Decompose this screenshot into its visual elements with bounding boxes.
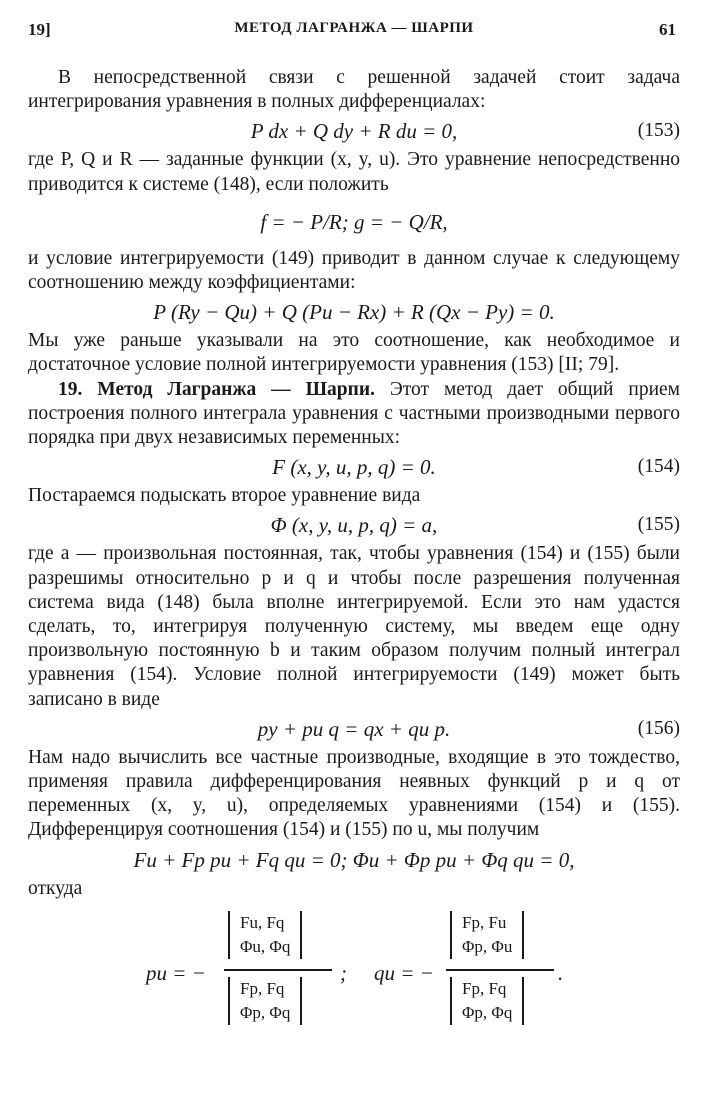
paragraph-8: Нам надо вычислить все частные производные, входящие в это тождество, применяя правила дифференцирования неявных функций p и q от переменных (x, y, u), определяемых уравнениями (154) и (155). Дифференцируя соотношения (154) и (155) по u, мы получим (28, 746, 680, 841)
paragraph-9: откуда (28, 877, 83, 899)
equation-156-text: py + pu q = qx + qu p. (257, 716, 451, 741)
det-qu-den-row-1: Fp, Fq (462, 978, 507, 998)
equation-154-text: F (x, y, u, p, q) = 0. (272, 455, 436, 480)
equation-condition (28, 295, 680, 329)
equation-differentiation (28, 843, 680, 877)
equation-155-number: (155) (637, 514, 680, 536)
equation-153-text: P dx + Q dy + R du = 0, (250, 119, 458, 144)
det-qu-num-row-1: Fp, Fu (462, 912, 507, 932)
det-pu-numerator (228, 911, 302, 959)
equation-156 (28, 712, 680, 746)
paragraph-6: Постараемся подыскать второе уравнение вида (28, 485, 421, 507)
paragraph-2: где P, Q и R — заданные функции (x, y, u). Это уравнение непосредственно приводится к системе (148), если положить (28, 149, 680, 195)
pu-separator: ; (340, 960, 347, 985)
det-pu-den-row-2: Φp, Φq (240, 1002, 291, 1022)
qu-fraction-bar (446, 969, 554, 971)
paragraph-3: и условие интегрируемости (149) приводит в данном случае к следующему соотношению между коэффициентами: (28, 247, 680, 294)
det-qu-denominator (450, 977, 524, 1025)
equation-154-number: (154) (637, 456, 680, 478)
qu-end-mark: . (558, 960, 564, 985)
section-ref: 19] (28, 20, 51, 39)
running-title: МЕТОД ЛАГРАНЖА — ШАРПИ (234, 20, 474, 36)
det-pu-num-row-2: Φu, Φq (240, 936, 291, 956)
det-qu-numerator (450, 911, 524, 959)
paragraph-1: В непосредственной связи с решенной задачей стоит задача интегрирования уравнения в полных дифференциалах: (28, 67, 680, 113)
qu-lhs: qu = − (374, 960, 434, 985)
page-body (28, 66, 680, 1045)
det-pu-denominator (228, 977, 302, 1025)
equation-condition-text: P (Ry − Qu) + Q (Pu − Rx) + R (Qx − Py) = 0. (153, 300, 555, 325)
paragraph-4: Мы уже раньше указывали на это соотношение, как необходимое и достаточное условие полной интегрируемости уравнения (153) [II; 79]. (28, 330, 680, 376)
page-number: 61 (659, 20, 676, 39)
running-header (28, 20, 680, 50)
determinant-formulas (28, 905, 680, 1045)
pu-lhs: pu = − (146, 960, 206, 985)
equation-differentiation-text: Fu + Fp pu + Fq qu = 0; Φu + Φp pu + Φq qu = 0, (133, 847, 575, 872)
equation-156-number: (156) (637, 717, 680, 739)
paragraph-5-text: Этот метод дает общий прием построения полного интеграла уравнения с частными производными первого порядка при двух независимых переменных: (28, 378, 681, 449)
paragraph-7: где a — произвольная постоянная, так, чтобы уравнения (154) и (155) были разрешимы относительно p и q и чтобы после разрешения полученная система вида (148) была вполне интегрируемой. Если это нам удастся сделать, то, интегрируя полученную систему, мы введем еще одну произвольную постоянную b и таким образом получим полный интеграл уравнения (154). Условие полной интегрируемости (149) может быть записано в виде (28, 543, 680, 710)
equation-fg (28, 197, 680, 247)
paragraph-5 (28, 378, 680, 451)
det-qu-num-row-2: Φp, Φu (462, 936, 513, 956)
equation-154 (28, 450, 680, 484)
equation-153-number: (153) (637, 120, 680, 142)
det-pu-den-row-1: Fp, Fq (240, 978, 285, 998)
equation-fg-text: f = − P/R; g = − Q/R, (260, 209, 448, 234)
section-title: 19. Метод Лагранжа — Шарпи. (58, 378, 375, 400)
det-pu-num-row-1: Fu, Fq (240, 912, 285, 932)
equation-155-text: Φ (x, y, u, p, q) = a, (270, 513, 438, 538)
equation-153 (28, 114, 680, 148)
pu-fraction-bar (224, 969, 332, 971)
det-qu-den-row-2: Φp, Φq (462, 1002, 513, 1022)
equation-155 (28, 508, 680, 542)
